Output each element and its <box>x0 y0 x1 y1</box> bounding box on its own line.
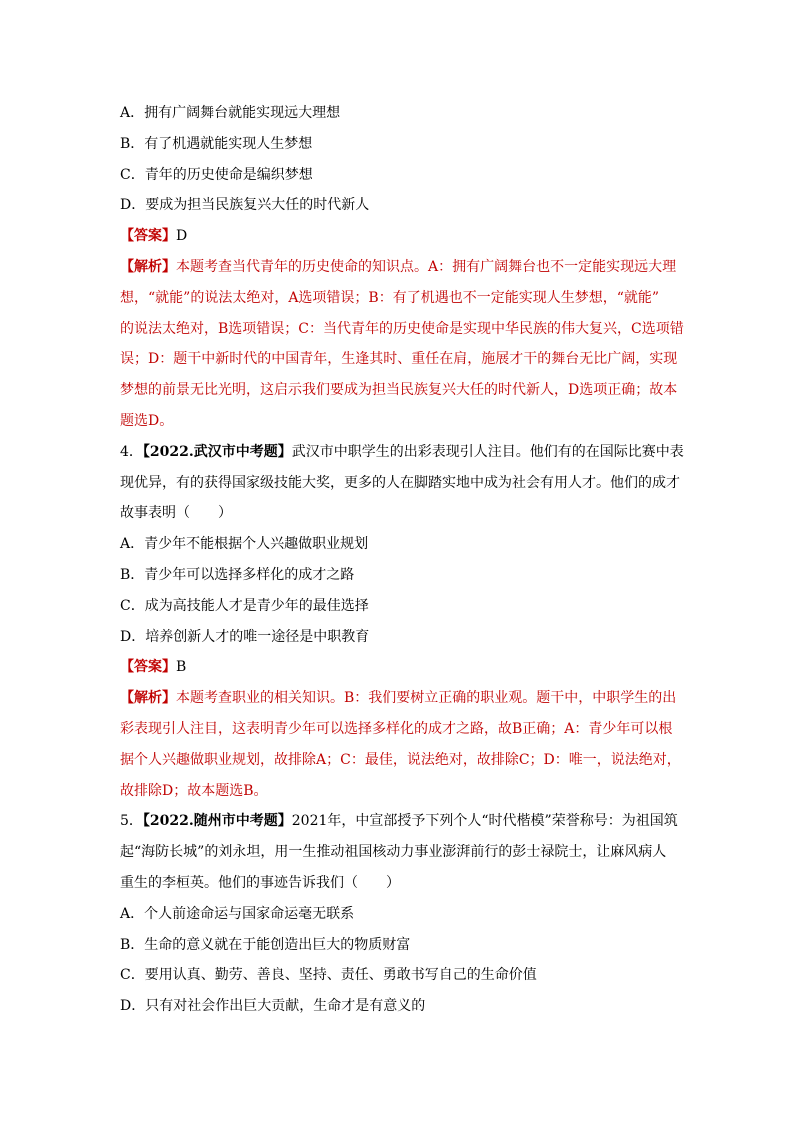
q4-stem-row: 武汉市中职学生的出彩表现引人注目。他们有的在国际比赛中表 <box>291 443 684 460</box>
q4-analysis-tag: 【解析】 <box>120 690 176 707</box>
q4-analysis-row: 本题考查职业的相关知识。B：我们要树立正确的职业观。题干中，中职学生的出 <box>176 690 677 707</box>
q4-option-c: C．成为高技能人才是青少年的最佳选择 <box>120 597 369 614</box>
q4-stem-row: 故事表明（ ） <box>120 505 232 522</box>
q4-analysis-row: 彩表现引人注目，这表明青少年可以选择多样化的成才之路，故B正确；A：青少年可以根 <box>120 720 673 737</box>
q3-analysis-row: 误；D：题干中新时代的中国青年，生逢其时、重任在肩，施展才干的舞台无比广阔，实现 <box>120 351 678 368</box>
exam-document <box>120 98 684 1022</box>
q3-analysis-row: 想，“就能”的说法太绝对，A选项错误；B：有了机遇也不一定能实现人生梦想，“就能” <box>120 289 660 306</box>
q4-option-d: D．培养创新人才的唯一途径是中职教育 <box>120 628 370 645</box>
q5-number: 5． <box>120 813 143 830</box>
q5-stem <box>120 806 680 898</box>
q3-analysis-row: 本题考查当代青年的历史使命的知识点。A：拥有广阔舞台也不一定能实现远大理 <box>176 258 677 275</box>
q5-stem-row: 起“海防长城”的刘永坦，用一生推动祖国核动力事业澎湃前行的彭士禄院士，让麻风病人 <box>120 844 667 861</box>
q3-analysis-row: 梦想的前景无比光明，这启示我们要成为担当民族复兴大任的时代新人，D选项正确；故本 <box>120 382 678 399</box>
q4-stem-row: 现优异，有的获得国家级技能大奖，更多的人在脚踏实地中成为社会有用人才。他们的成才 <box>120 474 680 491</box>
q3-analysis-tag: 【解析】 <box>120 258 176 275</box>
q4-stem <box>120 437 684 529</box>
q4-answer <box>120 652 680 683</box>
q4-option-a: A．青少年不能根据个人兴趣做职业规划 <box>120 536 369 553</box>
q5-option-a: A．个人前途命运与国家命运毫无联系 <box>120 905 355 922</box>
q4-analysis-row: 据个人兴趣做职业规划，故排除A；C：最佳，说法绝对，故排除C；D：唯一，说法绝对， <box>120 751 681 768</box>
q5-option-b: B．生命的意义就在于能创造出巨大的物质财富 <box>120 936 411 953</box>
q5-stem-row: 2021年，中宣部授予下列个人“时代楷模”荣誉称号：为祖国筑 <box>291 813 678 830</box>
q3-analysis-row: 题选D。 <box>120 412 174 429</box>
q4-number: 4． <box>120 443 143 460</box>
q5-stem-row: 重生的李桓英。他们的事迹告诉我们（ ） <box>120 874 400 891</box>
q3-option-d: D．要成为担当民族复兴大任的时代新人 <box>120 197 370 214</box>
q3-answer <box>120 221 680 252</box>
q4-answer-value: B <box>176 659 187 676</box>
q4-analysis <box>120 683 680 806</box>
q5-source: 【2022.随州市中考题】 <box>142 813 292 830</box>
q5-option-d: D．只有对社会作出巨大贡献，生命才是有意义的 <box>120 998 426 1015</box>
q4-option-b: B．青少年可以选择多样化的成才之路 <box>120 566 355 583</box>
q3-option-c: C．青年的历史使命是编织梦想 <box>120 166 313 183</box>
q3-option-b: B．有了机遇就能实现人生梦想 <box>120 135 313 152</box>
q4-analysis-row: 故排除D；故本题选B。 <box>120 782 268 799</box>
q3-answer-tag: 【答案】 <box>120 228 176 245</box>
q3-analysis-row: 的说法太绝对，B选项错误；C：当代青年的历史使命是实现中华民族的伟大复兴，C选项错 <box>120 320 684 337</box>
q5-option-c: C．要用认真、勤劳、善良、坚持、责任、勇敢书写自己的生命价值 <box>120 967 537 984</box>
q3-answer-value: D <box>176 228 188 245</box>
q3-analysis <box>120 252 684 437</box>
q3-option-a: A．拥有广阔舞台就能实现远大理想 <box>120 105 341 121</box>
q4-answer-tag: 【答案】 <box>120 659 176 676</box>
q4-source: 【2022.武汉市中考题】 <box>142 443 292 460</box>
